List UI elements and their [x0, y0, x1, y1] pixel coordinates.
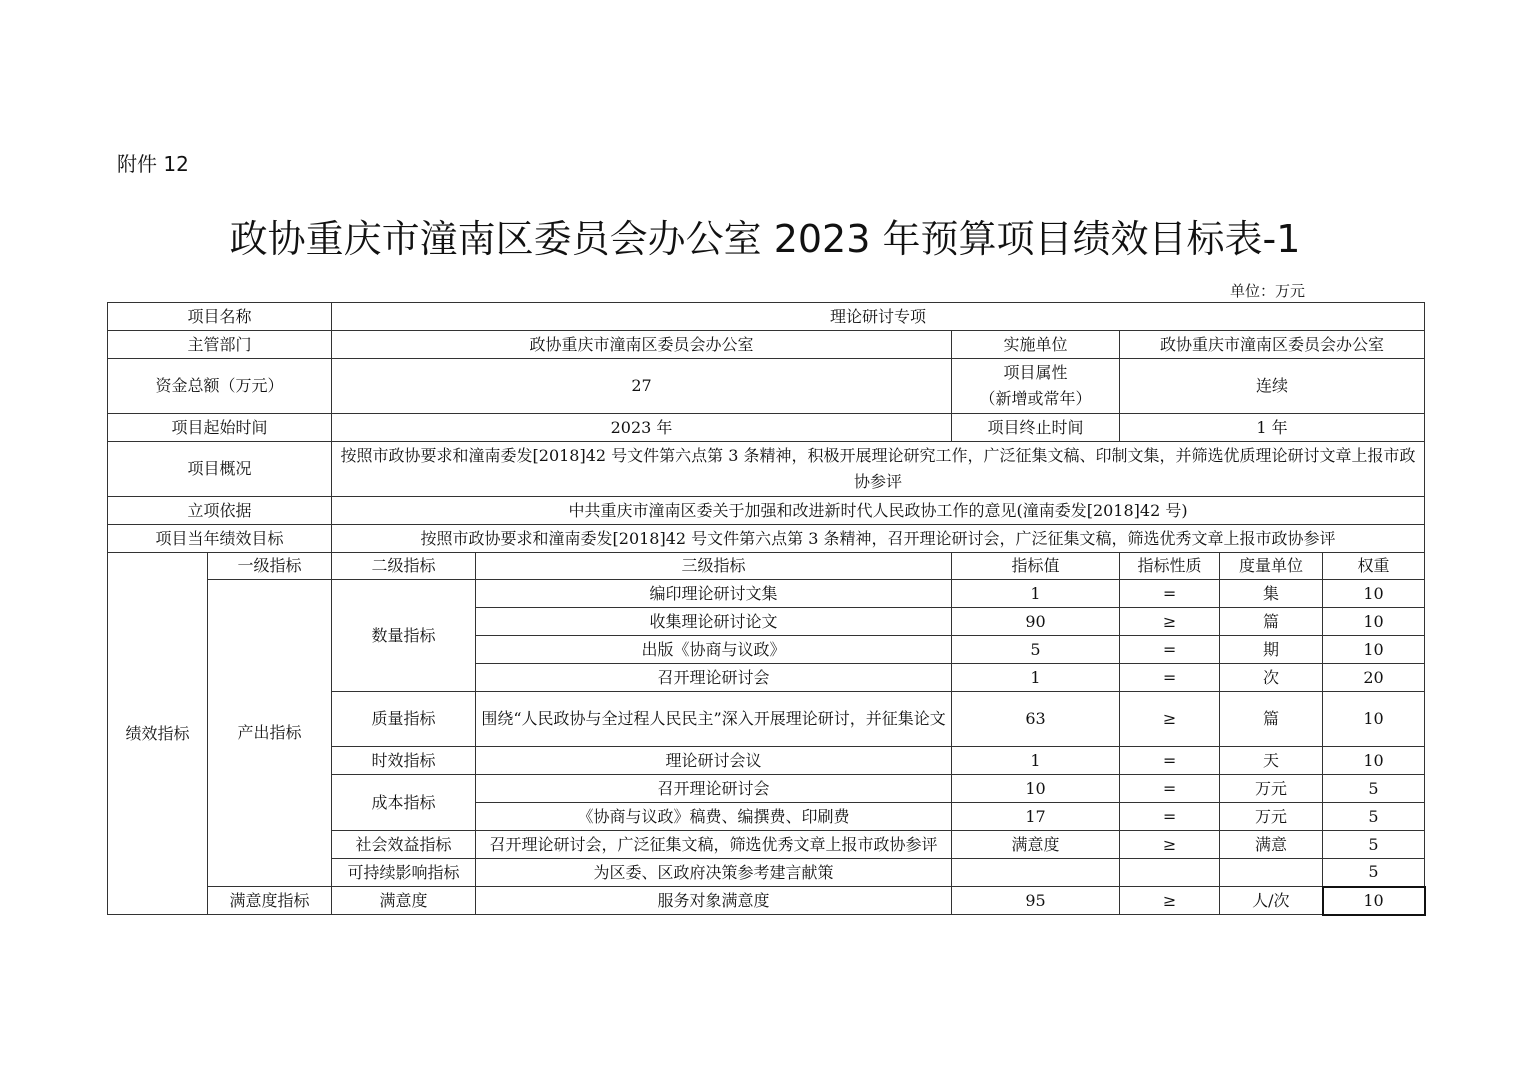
nature-cell: =: [1120, 775, 1220, 803]
page-title: 政协重庆市潼南区委员会办公室 2023 年预算项目绩效目标表-1: [229, 217, 1301, 261]
row-goal: [108, 525, 1425, 553]
end-label: 项目终止时间: [952, 414, 1120, 442]
impl-label: 实施单位: [952, 331, 1120, 359]
l3-cell: 编印理论研讨文集: [476, 580, 952, 608]
value-cell: 满意度: [952, 831, 1120, 859]
nature-cell: ≥: [1120, 608, 1220, 636]
basis-label: 立项依据: [108, 497, 332, 525]
nature-cell: ≥: [1120, 887, 1220, 915]
weight-cell: 10: [1323, 580, 1425, 608]
sustain-label: 可持续影响指标: [332, 859, 476, 887]
cost-label: 成本指标: [332, 775, 476, 831]
l3-cell: 出版《协商与议政》: [476, 636, 952, 664]
goal-label: 项目当年绩效目标: [108, 525, 332, 553]
attr-label-line1: 项目属性: [1003, 363, 1068, 382]
nature-cell: =: [1120, 580, 1220, 608]
value-cell: 5: [952, 636, 1120, 664]
unit-cell: 次: [1220, 664, 1323, 692]
value-cell: 1: [952, 580, 1120, 608]
value-cell: 63: [952, 692, 1120, 747]
weight-cell: 20: [1323, 664, 1425, 692]
unit-cell: 篇: [1220, 692, 1323, 747]
satisfaction-l1-label: 满意度指标: [208, 887, 332, 915]
row-time: [108, 414, 1425, 442]
unit-cell: 天: [1220, 747, 1323, 775]
weight-cell: 10: [1323, 692, 1425, 747]
unit-cell: 期: [1220, 636, 1323, 664]
start-value: 2023 年: [332, 414, 952, 442]
l3-cell: 收集理论研讨论文: [476, 608, 952, 636]
weight-cell: 10: [1323, 747, 1425, 775]
unit-cell: 人/次: [1220, 887, 1323, 915]
weight-cell: 5: [1323, 803, 1425, 831]
impl-value: 政协重庆市潼南区委员会办公室: [1120, 331, 1425, 359]
unit-cell: 万元: [1220, 803, 1323, 831]
nature-cell: =: [1120, 664, 1220, 692]
weight-cell: 5: [1323, 775, 1425, 803]
unit-cell: [1220, 859, 1323, 887]
header-l1: 一级指标: [208, 553, 332, 580]
overview-value: 按照市政协要求和潼南委发[2018]42 号文件第六点第 3 条精神，积极开展理论研究工作，广泛征集文稿、印制文集，并筛选优质理论研讨文章上报市政协参评: [332, 442, 1425, 497]
row-department: [108, 331, 1425, 359]
project-name-label: 项目名称: [108, 303, 332, 331]
value-cell: 17: [952, 803, 1120, 831]
social-label: 社会效益指标: [332, 831, 476, 859]
quality-label: 质量指标: [332, 692, 476, 747]
perf-header-row: [108, 553, 1425, 580]
perf-label: 绩效指标: [108, 553, 208, 915]
value-cell: 90: [952, 608, 1120, 636]
start-label: 项目起始时间: [108, 414, 332, 442]
weight-cell: 10: [1323, 636, 1425, 664]
attr-label-line2: （新增或常年）: [979, 389, 1092, 408]
l3-cell: 服务对象满意度: [476, 887, 952, 915]
row-overview: [108, 442, 1425, 497]
end-value: 1 年: [1120, 414, 1425, 442]
funds-value: 27: [332, 359, 952, 414]
basis-value: 中共重庆市潼南区委关于加强和改进新时代人民政协工作的意见(潼南委发[2018]42 号): [332, 497, 1425, 525]
unit-cell: 满意: [1220, 831, 1323, 859]
nature-cell: =: [1120, 636, 1220, 664]
value-cell: [952, 859, 1120, 887]
unit-cell: 集: [1220, 580, 1323, 608]
l3-cell: 召开理论研讨会: [476, 664, 952, 692]
unit-note: 单位：万元: [1230, 282, 1306, 300]
value-cell: 95: [952, 887, 1120, 915]
header-value: 指标值: [952, 553, 1120, 580]
weight-cell: 5: [1323, 859, 1425, 887]
l3-cell: 围绕“人民政协与全过程人民民主”深入开展理论研讨，并征集论文: [476, 692, 952, 747]
nature-cell: =: [1120, 803, 1220, 831]
project-name-value: 理论研讨专项: [332, 303, 1425, 331]
l3-cell: 为区委、区政府决策参考建言献策: [476, 859, 952, 887]
l3-cell: 《协商与议政》稿费、编撰费、印刷费: [476, 803, 952, 831]
weight-cell: 10: [1323, 608, 1425, 636]
attr-label: [952, 359, 1120, 414]
header-nature: 指标性质: [1120, 553, 1220, 580]
header-l3: 三级指标: [476, 553, 952, 580]
funds-label: 资金总额（万元）: [108, 359, 332, 414]
row-funds: [108, 359, 1425, 414]
l3-cell: 理论研讨会议: [476, 747, 952, 775]
goal-value: 按照市政协要求和潼南委发[2018]42 号文件第六点第 3 条精神，召开理论研讨会，广泛征集文稿，筛选优秀文章上报市政协参评: [332, 525, 1425, 553]
nature-cell: ≥: [1120, 692, 1220, 747]
row-project-name: [108, 303, 1425, 331]
dept-label: 主管部门: [108, 331, 332, 359]
output-label: 产出指标: [208, 580, 332, 887]
nature-cell: ≥: [1120, 831, 1220, 859]
header-weight: 权重: [1323, 553, 1425, 580]
table-row: [108, 887, 1425, 915]
quantity-label: 数量指标: [332, 580, 476, 692]
value-cell: 1: [952, 747, 1120, 775]
table-row: [108, 580, 1425, 608]
l3-cell: 召开理论研讨会，广泛征集文稿，筛选优秀文章上报市政协参评: [476, 831, 952, 859]
attr-value: 连续: [1120, 359, 1425, 414]
overview-label: 项目概况: [108, 442, 332, 497]
performance-table: [107, 302, 1426, 916]
header-unit: 度量单位: [1220, 553, 1323, 580]
satisfaction-l2-label: 满意度: [332, 887, 476, 915]
l3-cell: 召开理论研讨会: [476, 775, 952, 803]
time-label: 时效指标: [332, 747, 476, 775]
header-l2: 二级指标: [332, 553, 476, 580]
nature-cell: [1120, 859, 1220, 887]
nature-cell: =: [1120, 747, 1220, 775]
weight-cell: 10: [1323, 887, 1425, 915]
unit-cell: 篇: [1220, 608, 1323, 636]
weight-cell: 5: [1323, 831, 1425, 859]
attachment-label: 附件 12: [117, 152, 189, 176]
value-cell: 1: [952, 664, 1120, 692]
unit-cell: 万元: [1220, 775, 1323, 803]
dept-value: 政协重庆市潼南区委员会办公室: [332, 331, 952, 359]
row-basis: [108, 497, 1425, 525]
value-cell: 10: [952, 775, 1120, 803]
